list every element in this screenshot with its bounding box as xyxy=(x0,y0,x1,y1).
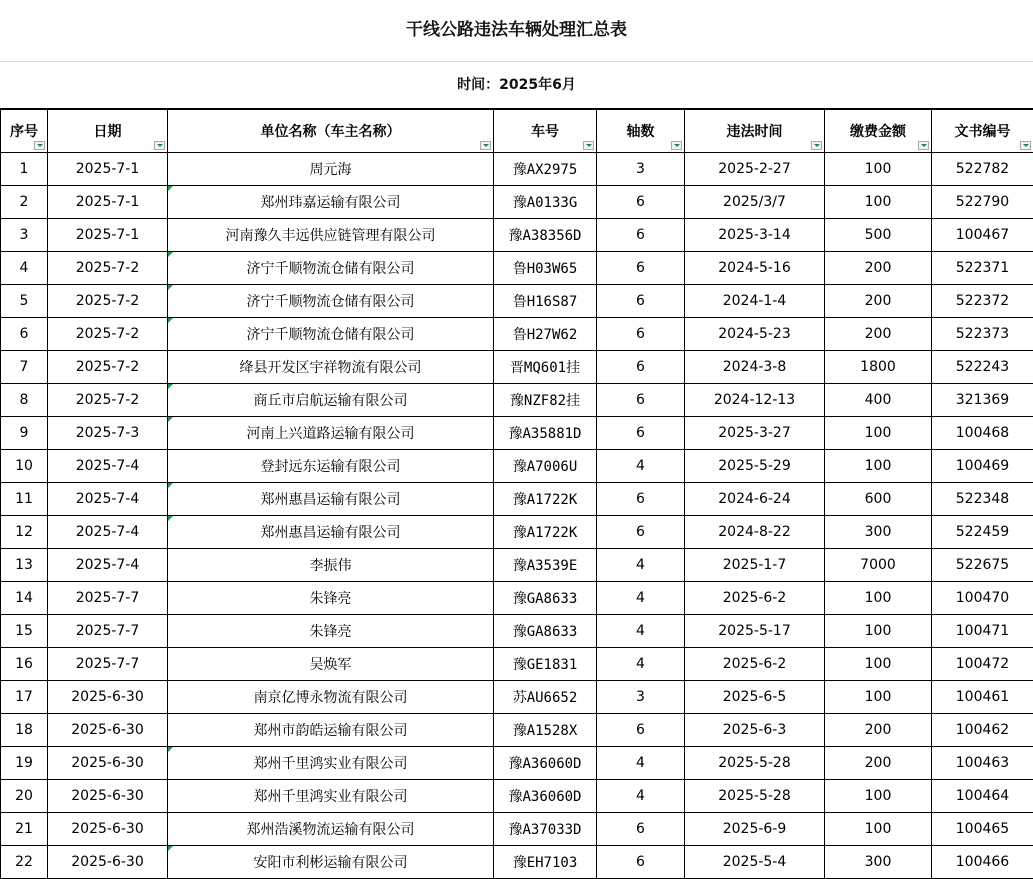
cell-amount[interactable]: 100 xyxy=(825,186,932,219)
filter-dropdown-icon[interactable] xyxy=(1020,141,1031,150)
cell-doc-no[interactable]: 100462 xyxy=(932,714,1033,747)
table-row xyxy=(1,615,1033,648)
cell-plate[interactable]: 豫NZF82挂 xyxy=(494,384,597,417)
cell-index[interactable]: 16 xyxy=(1,648,48,681)
cell-doc-no[interactable]: 100464 xyxy=(932,780,1033,813)
cell-axles[interactable]: 4 xyxy=(597,780,685,813)
col-header-axles xyxy=(597,110,685,153)
col-header-index xyxy=(1,110,48,153)
cell-doc-no[interactable]: 100466 xyxy=(932,846,1033,879)
table-row xyxy=(1,186,1033,219)
cell-date[interactable]: 2025-7-4 xyxy=(48,549,168,582)
cell-date[interactable]: 2025-7-2 xyxy=(48,252,168,285)
cell-date[interactable]: 2025-7-7 xyxy=(48,648,168,681)
cell-date[interactable]: 2025-7-2 xyxy=(48,384,168,417)
cell-amount[interactable]: 100 xyxy=(825,648,932,681)
cell-plate[interactable]: 晋MQ601挂 xyxy=(494,351,597,384)
col-label: 违法时间 xyxy=(726,124,783,140)
cell-violation-time[interactable]: 2025-2-27 xyxy=(685,153,825,186)
cell-axles[interactable]: 6 xyxy=(597,846,685,879)
cell-company[interactable]: 朱锋亮 xyxy=(168,582,494,615)
cell-amount[interactable]: 400 xyxy=(825,384,932,417)
filter-dropdown-icon[interactable] xyxy=(583,141,594,150)
filter-dropdown-icon[interactable] xyxy=(480,141,491,150)
cell-index[interactable]: 10 xyxy=(1,450,48,483)
col-label: 轴数 xyxy=(626,124,655,140)
cell-doc-no[interactable]: 522675 xyxy=(932,549,1033,582)
cell-doc-no[interactable]: 100467 xyxy=(932,219,1033,252)
time-label: 时间：2025年6月 xyxy=(0,62,1033,109)
col-header-violation-time xyxy=(685,110,825,153)
cell-violation-time[interactable]: 2025/3/7 xyxy=(685,186,825,219)
cell-doc-no[interactable]: 522790 xyxy=(932,186,1033,219)
cell-index[interactable]: 3 xyxy=(1,219,48,252)
cell-axles[interactable]: 6 xyxy=(597,714,685,747)
cell-plate[interactable]: 豫A7006U xyxy=(494,450,597,483)
cell-company[interactable]: 朱锋亮 xyxy=(168,615,494,648)
cell-doc-no[interactable]: 522371 xyxy=(932,252,1033,285)
cell-index[interactable]: 12 xyxy=(1,516,48,549)
cell-amount[interactable]: 300 xyxy=(825,846,932,879)
cell-index[interactable]: 9 xyxy=(1,417,48,450)
cell-plate[interactable]: 豫EH7103 xyxy=(494,846,597,879)
table-row xyxy=(1,351,1033,384)
table-row xyxy=(1,681,1033,714)
table-row xyxy=(1,384,1033,417)
cell-company[interactable]: 河南豫久丰远供应链管理有限公司 xyxy=(168,219,494,252)
table-row xyxy=(1,648,1033,681)
cell-company[interactable]: 济宁千顺物流仓储有限公司 xyxy=(168,285,494,318)
cell-plate[interactable]: 豫A37033D xyxy=(494,813,597,846)
cell-doc-no[interactable]: 100471 xyxy=(932,615,1033,648)
cell-plate[interactable]: 豫A1528X xyxy=(494,714,597,747)
filter-dropdown-icon[interactable] xyxy=(918,141,929,150)
cell-amount[interactable]: 100 xyxy=(825,813,932,846)
cell-index[interactable]: 7 xyxy=(1,351,48,384)
cell-violation-time[interactable]: 2024-3-8 xyxy=(685,351,825,384)
col-header-amount xyxy=(825,110,932,153)
cell-amount[interactable]: 200 xyxy=(825,714,932,747)
cell-date[interactable]: 2025-6-30 xyxy=(48,780,168,813)
cell-index[interactable]: 13 xyxy=(1,549,48,582)
cell-date[interactable]: 2025-7-1 xyxy=(48,219,168,252)
table-row xyxy=(1,846,1033,879)
cell-violation-time[interactable]: 2025-6-5 xyxy=(685,681,825,714)
cell-plate[interactable]: 鲁H16S87 xyxy=(494,285,597,318)
cell-doc-no[interactable]: 100461 xyxy=(932,681,1033,714)
cell-company[interactable]: 河南上兴道路运输有限公司 xyxy=(168,417,494,450)
cell-index[interactable]: 14 xyxy=(1,582,48,615)
cell-axles[interactable]: 6 xyxy=(597,417,685,450)
cell-index[interactable]: 15 xyxy=(1,615,48,648)
col-label: 日期 xyxy=(93,124,122,140)
cell-plate[interactable]: 鲁H27W62 xyxy=(494,318,597,351)
cell-violation-time[interactable]: 2025-6-2 xyxy=(685,582,825,615)
cell-axles[interactable]: 4 xyxy=(597,450,685,483)
cell-violation-time[interactable]: 2025-6-2 xyxy=(685,648,825,681)
cell-doc-no[interactable]: 100472 xyxy=(932,648,1033,681)
cell-plate[interactable]: 豫A36060D xyxy=(494,780,597,813)
table-row xyxy=(1,252,1033,285)
col-header-doc-no xyxy=(932,110,1033,153)
cell-company[interactable]: 商丘市启航运输有限公司 xyxy=(168,384,494,417)
cell-date[interactable]: 2025-6-30 xyxy=(48,846,168,879)
cell-index[interactable]: 6 xyxy=(1,318,48,351)
cell-index[interactable]: 19 xyxy=(1,747,48,780)
cell-doc-no[interactable]: 522373 xyxy=(932,318,1033,351)
table-row xyxy=(1,219,1033,252)
cell-doc-no[interactable]: 321369 xyxy=(932,384,1033,417)
cell-amount[interactable]: 600 xyxy=(825,483,932,516)
col-header-plate xyxy=(494,110,597,153)
cell-company[interactable]: 周元海 xyxy=(168,153,494,186)
cell-violation-time[interactable]: 2025-6-3 xyxy=(685,714,825,747)
cell-index[interactable]: 8 xyxy=(1,384,48,417)
cell-doc-no[interactable]: 522459 xyxy=(932,516,1033,549)
cell-date[interactable]: 2025-7-4 xyxy=(48,450,168,483)
cell-index[interactable]: 22 xyxy=(1,846,48,879)
cell-company[interactable]: 吴焕军 xyxy=(168,648,494,681)
cell-axles[interactable]: 6 xyxy=(597,252,685,285)
cell-doc-no[interactable]: 100465 xyxy=(932,813,1033,846)
cell-plate[interactable]: 豫A35881D xyxy=(494,417,597,450)
cell-doc-no[interactable]: 100463 xyxy=(932,747,1033,780)
cell-index[interactable]: 18 xyxy=(1,714,48,747)
cell-axles[interactable]: 6 xyxy=(597,813,685,846)
cell-plate[interactable]: 豫AX2975 xyxy=(494,153,597,186)
violation-table xyxy=(0,109,1033,879)
table-row xyxy=(1,516,1033,549)
cell-amount[interactable]: 100 xyxy=(825,417,932,450)
cell-index[interactable]: 5 xyxy=(1,285,48,318)
cell-axles[interactable]: 6 xyxy=(597,516,685,549)
cell-company[interactable]: 郑州千里鸿实业有限公司 xyxy=(168,780,494,813)
cell-date[interactable]: 2025-7-4 xyxy=(48,483,168,516)
cell-plate[interactable]: 豫A38356D xyxy=(494,219,597,252)
cell-company[interactable]: 郑州市韵皓运输有限公司 xyxy=(168,714,494,747)
cell-doc-no[interactable]: 522372 xyxy=(932,285,1033,318)
cell-amount[interactable]: 200 xyxy=(825,318,932,351)
cell-company[interactable]: 郑州惠昌运输有限公司 xyxy=(168,483,494,516)
table-row xyxy=(1,747,1033,780)
cell-violation-time[interactable]: 2024-1-4 xyxy=(685,285,825,318)
cell-violation-time[interactable]: 2025-5-17 xyxy=(685,615,825,648)
cell-plate[interactable]: 豫A1722K xyxy=(494,516,597,549)
cell-violation-time[interactable]: 2024-12-13 xyxy=(685,384,825,417)
cell-violation-time[interactable]: 2025-1-7 xyxy=(685,549,825,582)
cell-axles[interactable]: 6 xyxy=(597,219,685,252)
table-row xyxy=(1,483,1033,516)
cell-index[interactable]: 11 xyxy=(1,483,48,516)
table-body xyxy=(1,153,1033,879)
cell-plate[interactable]: 鲁H03W65 xyxy=(494,252,597,285)
cell-company[interactable]: 郑州浩溪物流运输有限公司 xyxy=(168,813,494,846)
cell-axles[interactable]: 4 xyxy=(597,747,685,780)
cell-date[interactable]: 2025-7-2 xyxy=(48,351,168,384)
cell-amount[interactable]: 100 xyxy=(825,450,932,483)
cell-company[interactable]: 济宁千顺物流仓储有限公司 xyxy=(168,318,494,351)
cell-axles[interactable]: 4 xyxy=(597,615,685,648)
cell-axles[interactable]: 4 xyxy=(597,648,685,681)
cell-plate[interactable]: 豫A1722K xyxy=(494,483,597,516)
col-label: 车号 xyxy=(531,124,559,140)
cell-index[interactable]: 2 xyxy=(1,186,48,219)
cell-date[interactable]: 2025-7-1 xyxy=(48,186,168,219)
cell-violation-time[interactable]: 2025-5-4 xyxy=(685,846,825,879)
cell-amount[interactable]: 500 xyxy=(825,219,932,252)
cell-index[interactable]: 20 xyxy=(1,780,48,813)
cell-doc-no[interactable]: 522243 xyxy=(932,351,1033,384)
cell-date[interactable]: 2025-7-2 xyxy=(48,318,168,351)
table-row xyxy=(1,813,1033,846)
filter-dropdown-icon[interactable] xyxy=(154,141,165,150)
cell-doc-no[interactable]: 100469 xyxy=(932,450,1033,483)
cell-amount[interactable]: 100 xyxy=(825,615,932,648)
cell-doc-no[interactable]: 100470 xyxy=(932,582,1033,615)
cell-date[interactable]: 2025-6-30 xyxy=(48,681,168,714)
cell-plate[interactable]: 豫A0133G xyxy=(494,186,597,219)
cell-index[interactable]: 21 xyxy=(1,813,48,846)
cell-violation-time[interactable]: 2025-5-28 xyxy=(685,747,825,780)
cell-company[interactable]: 郑州惠昌运输有限公司 xyxy=(168,516,494,549)
cell-plate[interactable]: 豫GA8633 xyxy=(494,615,597,648)
table-row xyxy=(1,417,1033,450)
cell-date[interactable]: 2025-7-7 xyxy=(48,615,168,648)
cell-axles[interactable]: 3 xyxy=(597,681,685,714)
cell-violation-time[interactable]: 2024-5-23 xyxy=(685,318,825,351)
filter-dropdown-icon[interactable] xyxy=(671,141,682,150)
col-label: 序号 xyxy=(10,124,38,140)
cell-axles[interactable]: 4 xyxy=(597,549,685,582)
cell-violation-time[interactable]: 2025-3-27 xyxy=(685,417,825,450)
cell-axles[interactable]: 6 xyxy=(597,483,685,516)
cell-doc-no[interactable]: 100468 xyxy=(932,417,1033,450)
cell-plate[interactable]: 豫A36060D xyxy=(494,747,597,780)
table-row xyxy=(1,714,1033,747)
cell-company[interactable]: 南京亿博永物流有限公司 xyxy=(168,681,494,714)
cell-date[interactable]: 2025-7-3 xyxy=(48,417,168,450)
col-label: 文书编号 xyxy=(954,124,1011,140)
cell-date[interactable]: 2025-6-30 xyxy=(48,747,168,780)
cell-plate[interactable]: 豫GA8633 xyxy=(494,582,597,615)
cell-amount[interactable]: 200 xyxy=(825,747,932,780)
cell-plate[interactable]: 豫A3539E xyxy=(494,549,597,582)
table-row xyxy=(1,285,1033,318)
cell-amount[interactable]: 100 xyxy=(825,582,932,615)
cell-index[interactable]: 4 xyxy=(1,252,48,285)
cell-amount[interactable]: 7000 xyxy=(825,549,932,582)
cell-amount[interactable]: 100 xyxy=(825,681,932,714)
cell-company[interactable]: 济宁千顺物流仓储有限公司 xyxy=(168,252,494,285)
cell-plate[interactable]: 豫GE1831 xyxy=(494,648,597,681)
col-label: 缴费金额 xyxy=(850,124,906,140)
col-label: 单位名称（车主名称） xyxy=(260,124,401,140)
cell-doc-no[interactable]: 522348 xyxy=(932,483,1033,516)
cell-date[interactable]: 2025-7-4 xyxy=(48,516,168,549)
cell-company[interactable]: 登封远东运输有限公司 xyxy=(168,450,494,483)
sheet-title: 干线公路违法车辆处理汇总表 xyxy=(0,0,1033,62)
cell-company[interactable]: 李振伟 xyxy=(168,549,494,582)
cell-violation-time[interactable]: 2025-3-14 xyxy=(685,219,825,252)
cell-axles[interactable]: 6 xyxy=(597,318,685,351)
table-row xyxy=(1,549,1033,582)
cell-doc-no[interactable]: 522782 xyxy=(932,153,1033,186)
cell-axles[interactable]: 6 xyxy=(597,285,685,318)
table-row xyxy=(1,450,1033,483)
cell-axles[interactable]: 6 xyxy=(597,351,685,384)
table-row xyxy=(1,780,1033,813)
cell-amount[interactable]: 1800 xyxy=(825,351,932,384)
table-row xyxy=(1,318,1033,351)
cell-index[interactable]: 1 xyxy=(1,153,48,186)
cell-amount[interactable]: 100 xyxy=(825,153,932,186)
cell-violation-time[interactable]: 2024-5-16 xyxy=(685,252,825,285)
cell-amount[interactable]: 100 xyxy=(825,780,932,813)
cell-date[interactable]: 2025-7-7 xyxy=(48,582,168,615)
cell-violation-time[interactable]: 2025-6-9 xyxy=(685,813,825,846)
cell-date[interactable]: 2025-7-1 xyxy=(48,153,168,186)
cell-axles[interactable]: 3 xyxy=(597,153,685,186)
table-row xyxy=(1,153,1033,186)
cell-violation-time[interactable]: 2024-6-24 xyxy=(685,483,825,516)
table-row xyxy=(1,582,1033,615)
cell-date[interactable]: 2025-6-30 xyxy=(48,813,168,846)
cell-index[interactable]: 17 xyxy=(1,681,48,714)
col-header-date xyxy=(48,110,168,153)
cell-company[interactable]: 安阳市利彬运输有限公司 xyxy=(168,846,494,879)
cell-axles[interactable]: 4 xyxy=(597,582,685,615)
cell-date[interactable]: 2025-6-30 xyxy=(48,714,168,747)
cell-date[interactable]: 2025-7-2 xyxy=(48,285,168,318)
filter-dropdown-icon[interactable] xyxy=(34,141,45,150)
col-header-company xyxy=(168,110,494,153)
cell-violation-time[interactable]: 2024-8-22 xyxy=(685,516,825,549)
cell-amount[interactable]: 200 xyxy=(825,285,932,318)
cell-violation-time[interactable]: 2025-5-28 xyxy=(685,780,825,813)
filter-dropdown-icon[interactable] xyxy=(811,141,822,150)
header-row xyxy=(1,110,1033,153)
cell-amount[interactable]: 200 xyxy=(825,252,932,285)
cell-violation-time[interactable]: 2025-5-29 xyxy=(685,450,825,483)
cell-axles[interactable]: 6 xyxy=(597,384,685,417)
cell-axles[interactable]: 6 xyxy=(597,186,685,219)
cell-company[interactable]: 绛县开发区宇祥物流有限公司 xyxy=(168,351,494,384)
cell-plate[interactable]: 苏AU6652 xyxy=(494,681,597,714)
cell-amount[interactable]: 300 xyxy=(825,516,932,549)
cell-company[interactable]: 郑州玮嘉运输有限公司 xyxy=(168,186,494,219)
cell-company[interactable]: 郑州千里鸿实业有限公司 xyxy=(168,747,494,780)
